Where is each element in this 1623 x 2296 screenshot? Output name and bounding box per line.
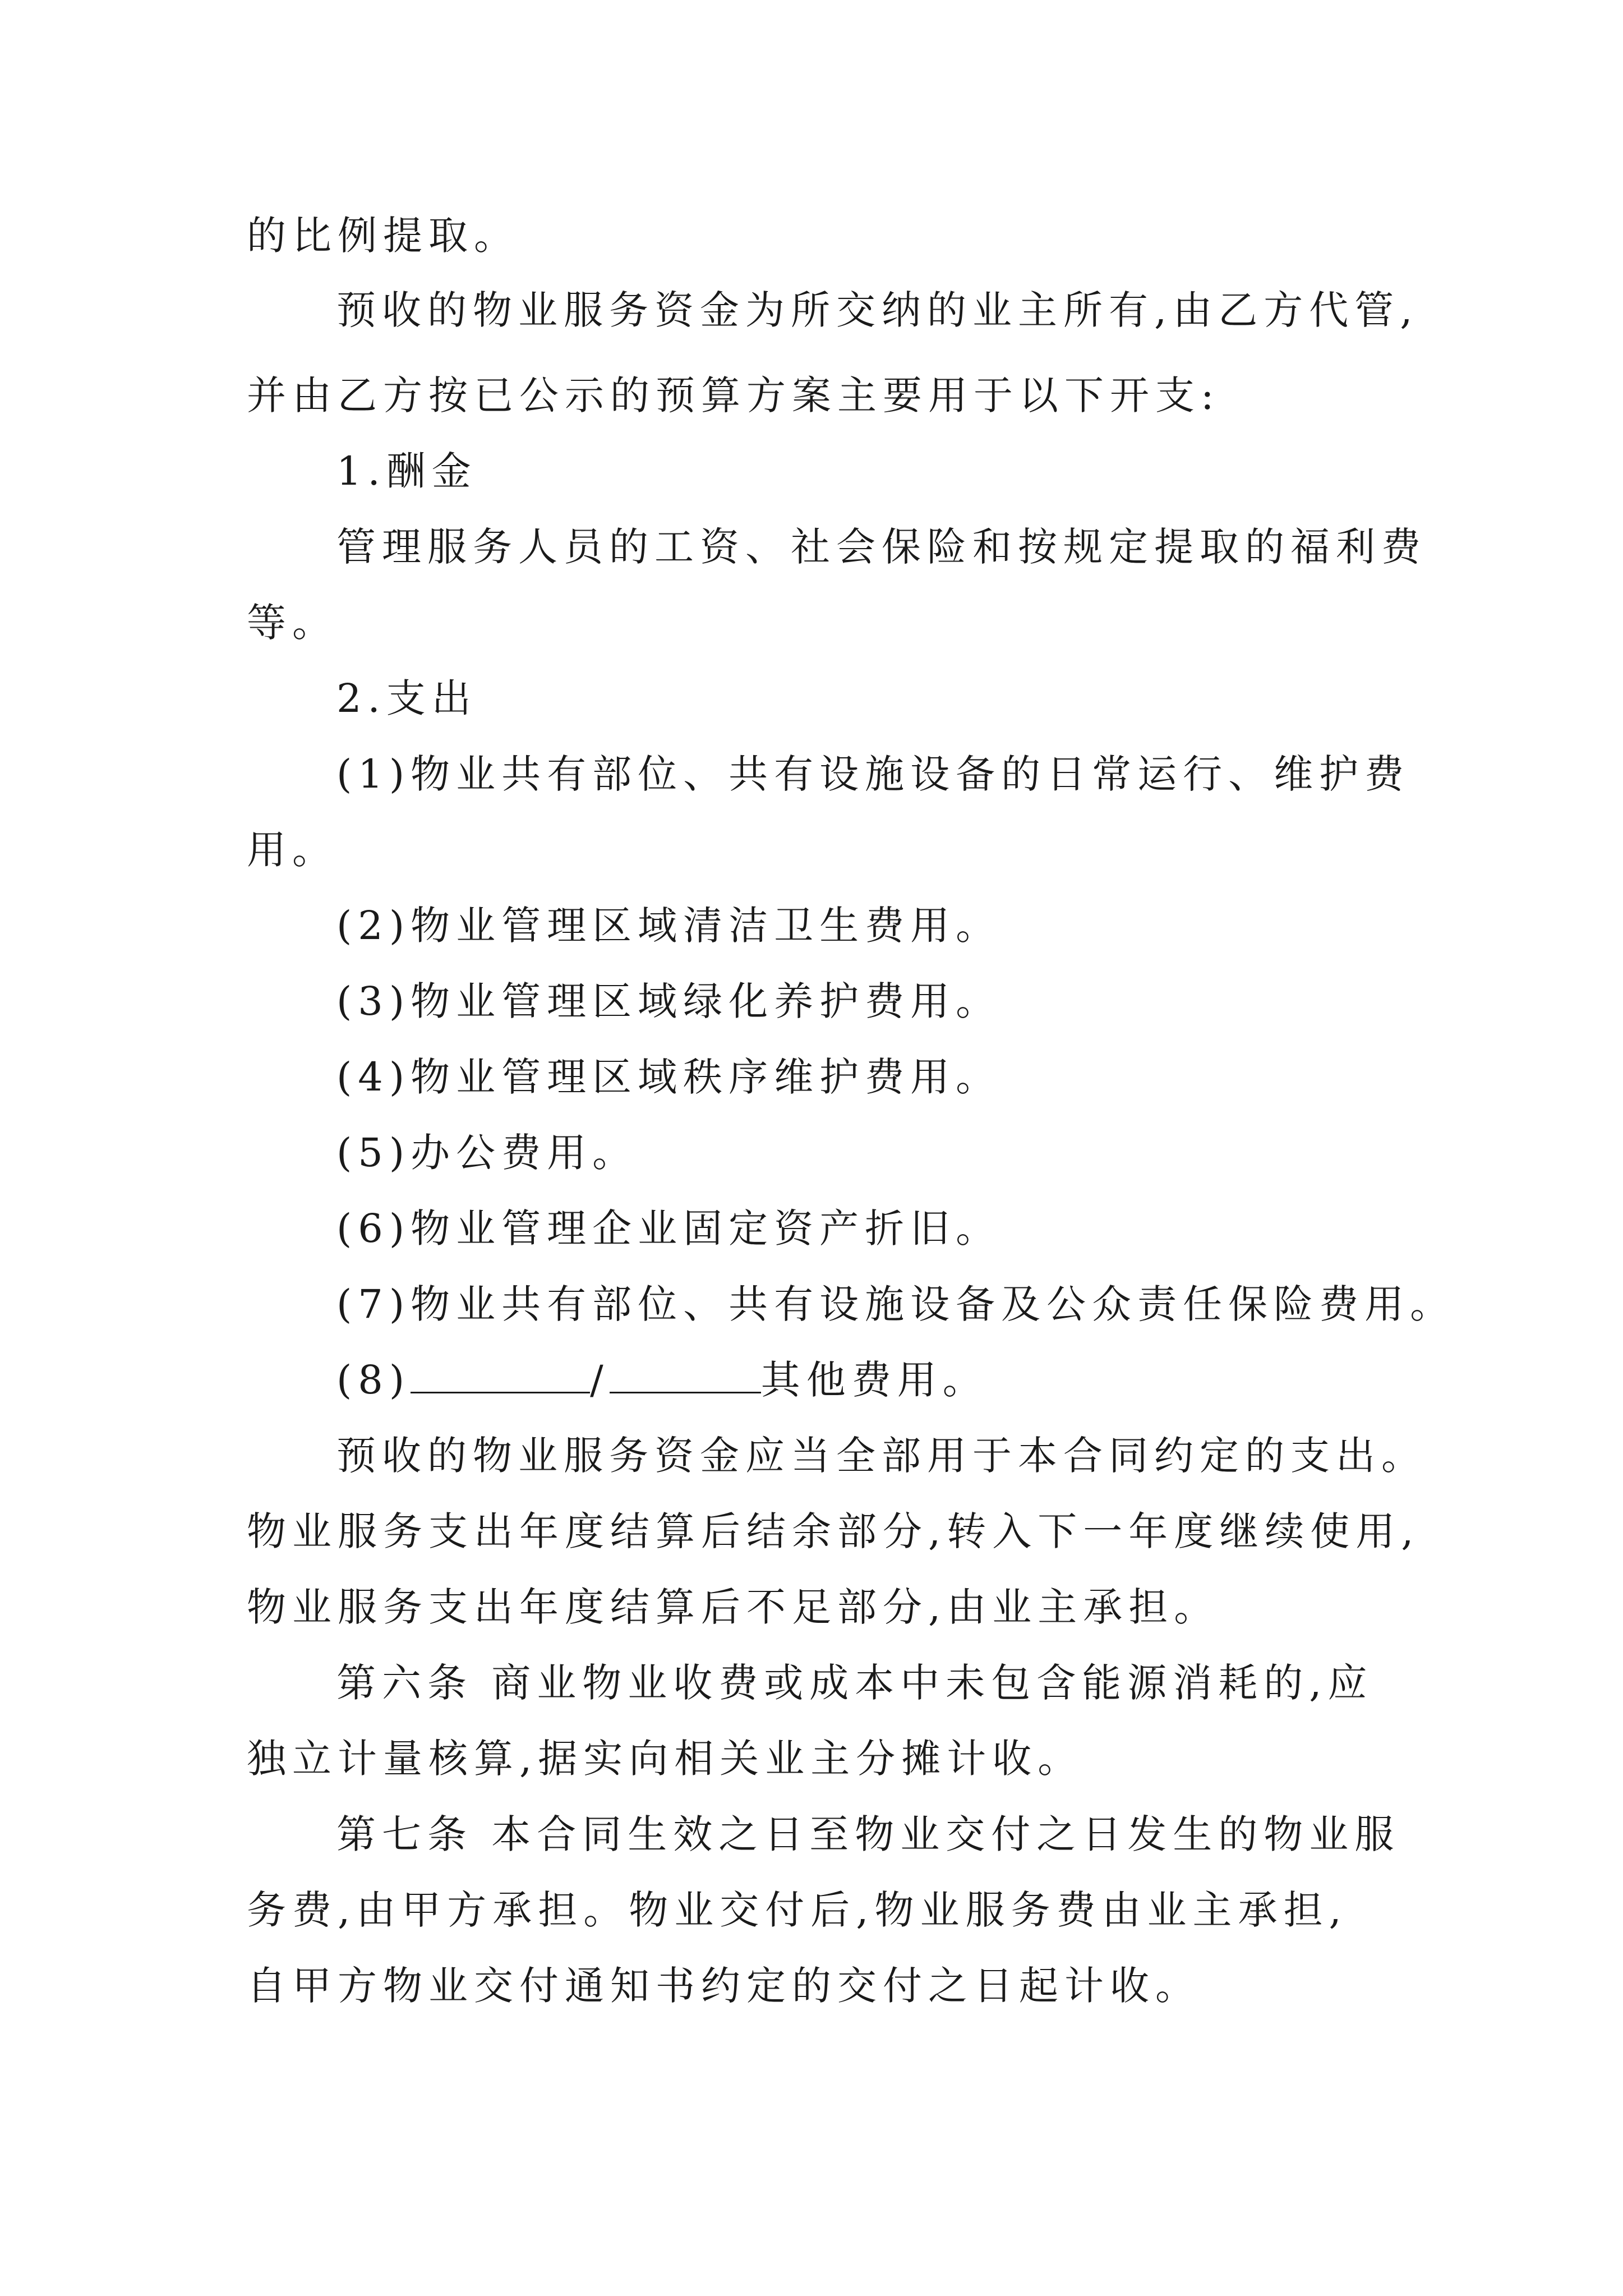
list-item: (7)物业共有部位、共有设施设备及公众责任保险费用。 [336,1281,1456,1327]
item8-prefix: (8) [336,1357,411,1403]
list-item: (4)物业管理区域秩序维护费用。 [336,1054,1002,1100]
text-line: 物业服务支出年度结算后不足部分,由业主承担。 [247,1584,1220,1630]
text-line: 物业服务支出年度结算后结余部分,转入下一年度继续使用, [247,1508,1420,1554]
text-line: 并由乙方按已公示的预算方案主要用于以下开支: [247,372,1220,418]
list-heading: 1.酬金 [336,448,477,494]
article-6-line: 第六条 商业物业收费或成本中未包含能源消耗的,应 [336,1660,1373,1706]
item8-suffix: 其他费用。 [760,1357,988,1403]
list-item: (6)物业管理企业固定资产折旧。 [336,1205,1002,1251]
text-line: 预收的物业服务资金应当全部用于本合同约定的支出。 [336,1433,1427,1479]
list-heading: 2.支出 [336,675,477,721]
list-item: (5)办公费用。 [336,1130,638,1176]
blank-field-1[interactable] [411,1352,590,1393]
text-line: 预收的物业服务资金为所交纳的业主所有,由乙方代管, [336,287,1419,333]
list-item: (1)物业共有部位、共有设施设备的日常运行、维护费 [336,751,1410,797]
blank-field-2[interactable] [610,1352,761,1393]
text-line: 自甲方物业交付通知书约定的交付之日起计收。 [247,1963,1201,2009]
text-line: 管理服务人员的工资、社会保险和按规定提取的福利费 [336,524,1427,570]
list-item-8 [336,1352,988,1408]
text-line: 独立计量核算,据实向相关业主分摊计收。 [247,1736,1083,1782]
text-line: 用。 [247,827,338,873]
text-line: 等。 [247,600,338,646]
item8-separator: / [590,1357,610,1403]
article-7-line: 第七条 本合同生效之日至物业交付之日发生的物业服 [336,1811,1400,1857]
list-item: (2)物业管理区域清洁卫生费用。 [336,903,1002,949]
text-line: 务费,由甲方承担。物业交付后,物业服务费由业主承担, [247,1887,1348,1933]
text-line: 的比例提取。 [247,213,519,259]
list-item: (3)物业管理区域绿化养护费用。 [336,978,1002,1024]
